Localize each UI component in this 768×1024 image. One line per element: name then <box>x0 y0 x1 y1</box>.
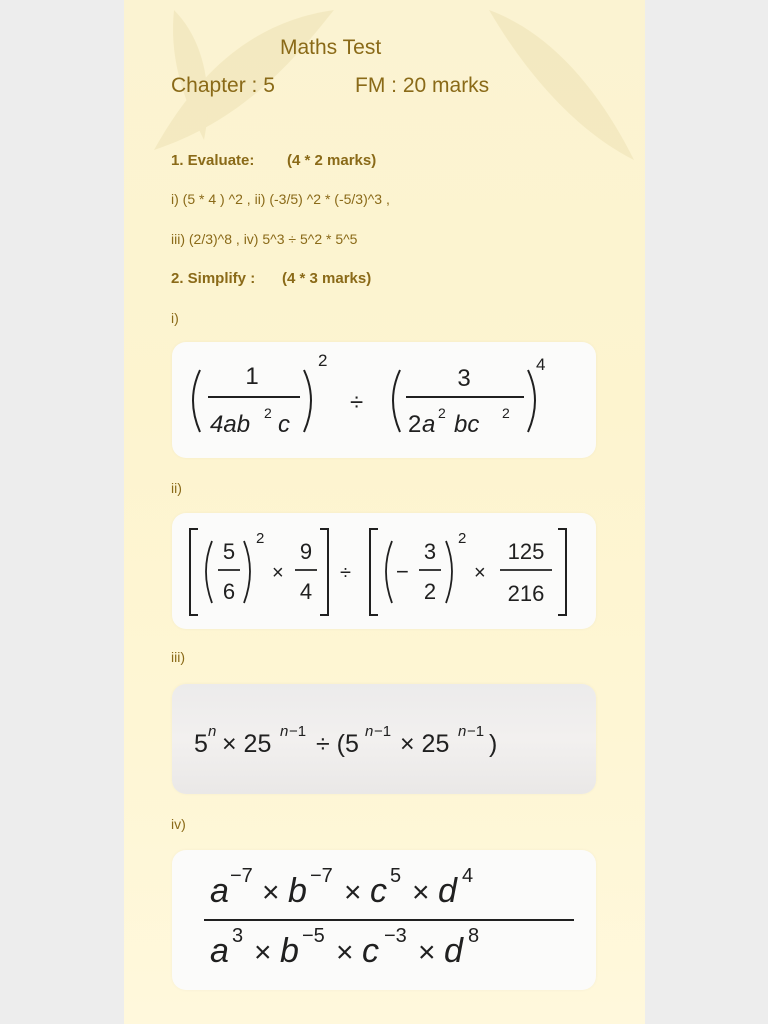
svg-text:−7: −7 <box>230 865 253 887</box>
question-2-marks: (4 * 3 marks) <box>282 270 372 287</box>
svg-text:×: × <box>336 936 354 969</box>
chapter-label: Chapter : 5 <box>171 74 275 97</box>
question-2-heading: 2. Simplify : <box>171 270 256 287</box>
svg-text:÷: ÷ <box>340 562 351 584</box>
simplify-item-label: i) <box>171 310 179 326</box>
svg-text:b: b <box>288 872 307 910</box>
svg-text:a: a <box>210 932 229 970</box>
svg-text:−: − <box>396 559 409 584</box>
svg-text:b: b <box>280 932 299 970</box>
svg-text:2: 2 <box>256 530 265 547</box>
expression-image-2 <box>172 513 596 629</box>
svg-text:4ab: 4ab <box>210 411 251 438</box>
worksheet-page <box>124 0 645 1024</box>
svg-text:5: 5 <box>390 865 402 887</box>
svg-text:×: × <box>474 562 486 584</box>
svg-text:5: 5 <box>194 730 208 758</box>
svg-text:2: 2 <box>408 411 422 438</box>
expression-image-3 <box>172 684 596 794</box>
question-1-line-1: i) (5 * 4 ) ^2 , ii) (-3/5) ^2 * (-5/3)^3 , <box>171 191 390 207</box>
svg-text:÷ (5: ÷ (5 <box>316 730 359 758</box>
expression-2-formula <box>172 513 596 629</box>
svg-text:2: 2 <box>264 405 272 421</box>
svg-text:n: n <box>365 723 374 740</box>
expression-1-formula <box>172 342 596 458</box>
svg-text:4: 4 <box>462 865 474 887</box>
svg-text:2: 2 <box>438 405 446 421</box>
svg-text:9: 9 <box>299 539 313 564</box>
svg-text:×: × <box>418 936 436 969</box>
leaf-decoration-icon <box>484 0 644 170</box>
svg-text:3: 3 <box>423 539 437 564</box>
simplify-item-label: iv) <box>171 816 186 832</box>
svg-text:×: × <box>254 936 272 969</box>
svg-text:3: 3 <box>457 365 471 392</box>
svg-text:125: 125 <box>507 539 545 564</box>
svg-text:n: n <box>208 723 217 740</box>
svg-text:3: 3 <box>232 925 244 947</box>
expression-4-formula <box>172 850 596 990</box>
svg-text:−1: −1 <box>289 723 307 740</box>
svg-text:× 25: × 25 <box>400 730 450 758</box>
svg-text:4: 4 <box>536 355 546 374</box>
simplify-item-label: ii) <box>171 480 182 496</box>
svg-text:−1: −1 <box>467 723 485 740</box>
svg-text:−7: −7 <box>310 865 333 887</box>
svg-text:a: a <box>422 411 436 438</box>
svg-text:−1: −1 <box>374 723 392 740</box>
svg-text:a: a <box>210 872 229 910</box>
expression-3-formula <box>172 684 596 794</box>
svg-text:6: 6 <box>222 579 236 604</box>
expression-image-1 <box>172 342 596 458</box>
svg-text:d: d <box>438 872 457 910</box>
question-1-heading: 1. Evaluate: <box>171 152 255 169</box>
svg-text:−5: −5 <box>302 925 325 947</box>
svg-text:2: 2 <box>458 530 467 547</box>
svg-text:1: 1 <box>245 363 259 390</box>
svg-text:×: × <box>272 562 284 584</box>
question-1-marks: (4 * 2 marks) <box>287 152 377 169</box>
svg-text:c: c <box>278 411 290 438</box>
svg-text:5: 5 <box>222 539 236 564</box>
svg-text:216: 216 <box>507 581 545 606</box>
full-marks-label: FM : 20 marks <box>355 74 490 97</box>
svg-text:2: 2 <box>502 405 510 421</box>
svg-text:2: 2 <box>423 579 437 604</box>
svg-text:×: × <box>344 876 362 909</box>
svg-text:4: 4 <box>299 579 313 604</box>
svg-text:× 25: × 25 <box>222 730 272 758</box>
svg-text:2: 2 <box>318 351 328 370</box>
svg-text:d: d <box>444 932 463 970</box>
svg-text:n: n <box>280 723 289 740</box>
svg-text:c: c <box>362 932 379 970</box>
svg-text:−3: −3 <box>384 925 407 947</box>
simplify-item-label: iii) <box>171 649 185 665</box>
question-1-line-2: iii) (2/3)^8 , iv) 5^3 ÷ 5^2 * 5^5 <box>171 231 358 247</box>
svg-text:n: n <box>458 723 467 740</box>
svg-text:bc: bc <box>454 411 480 438</box>
svg-text:8: 8 <box>468 925 480 947</box>
expression-image-4 <box>172 850 596 990</box>
svg-text:c: c <box>370 872 387 910</box>
page-title: Maths Test <box>280 36 382 59</box>
svg-text:×: × <box>412 876 430 909</box>
svg-text:÷: ÷ <box>350 389 364 416</box>
svg-text:×: × <box>262 876 280 909</box>
svg-text:): ) <box>489 730 498 758</box>
